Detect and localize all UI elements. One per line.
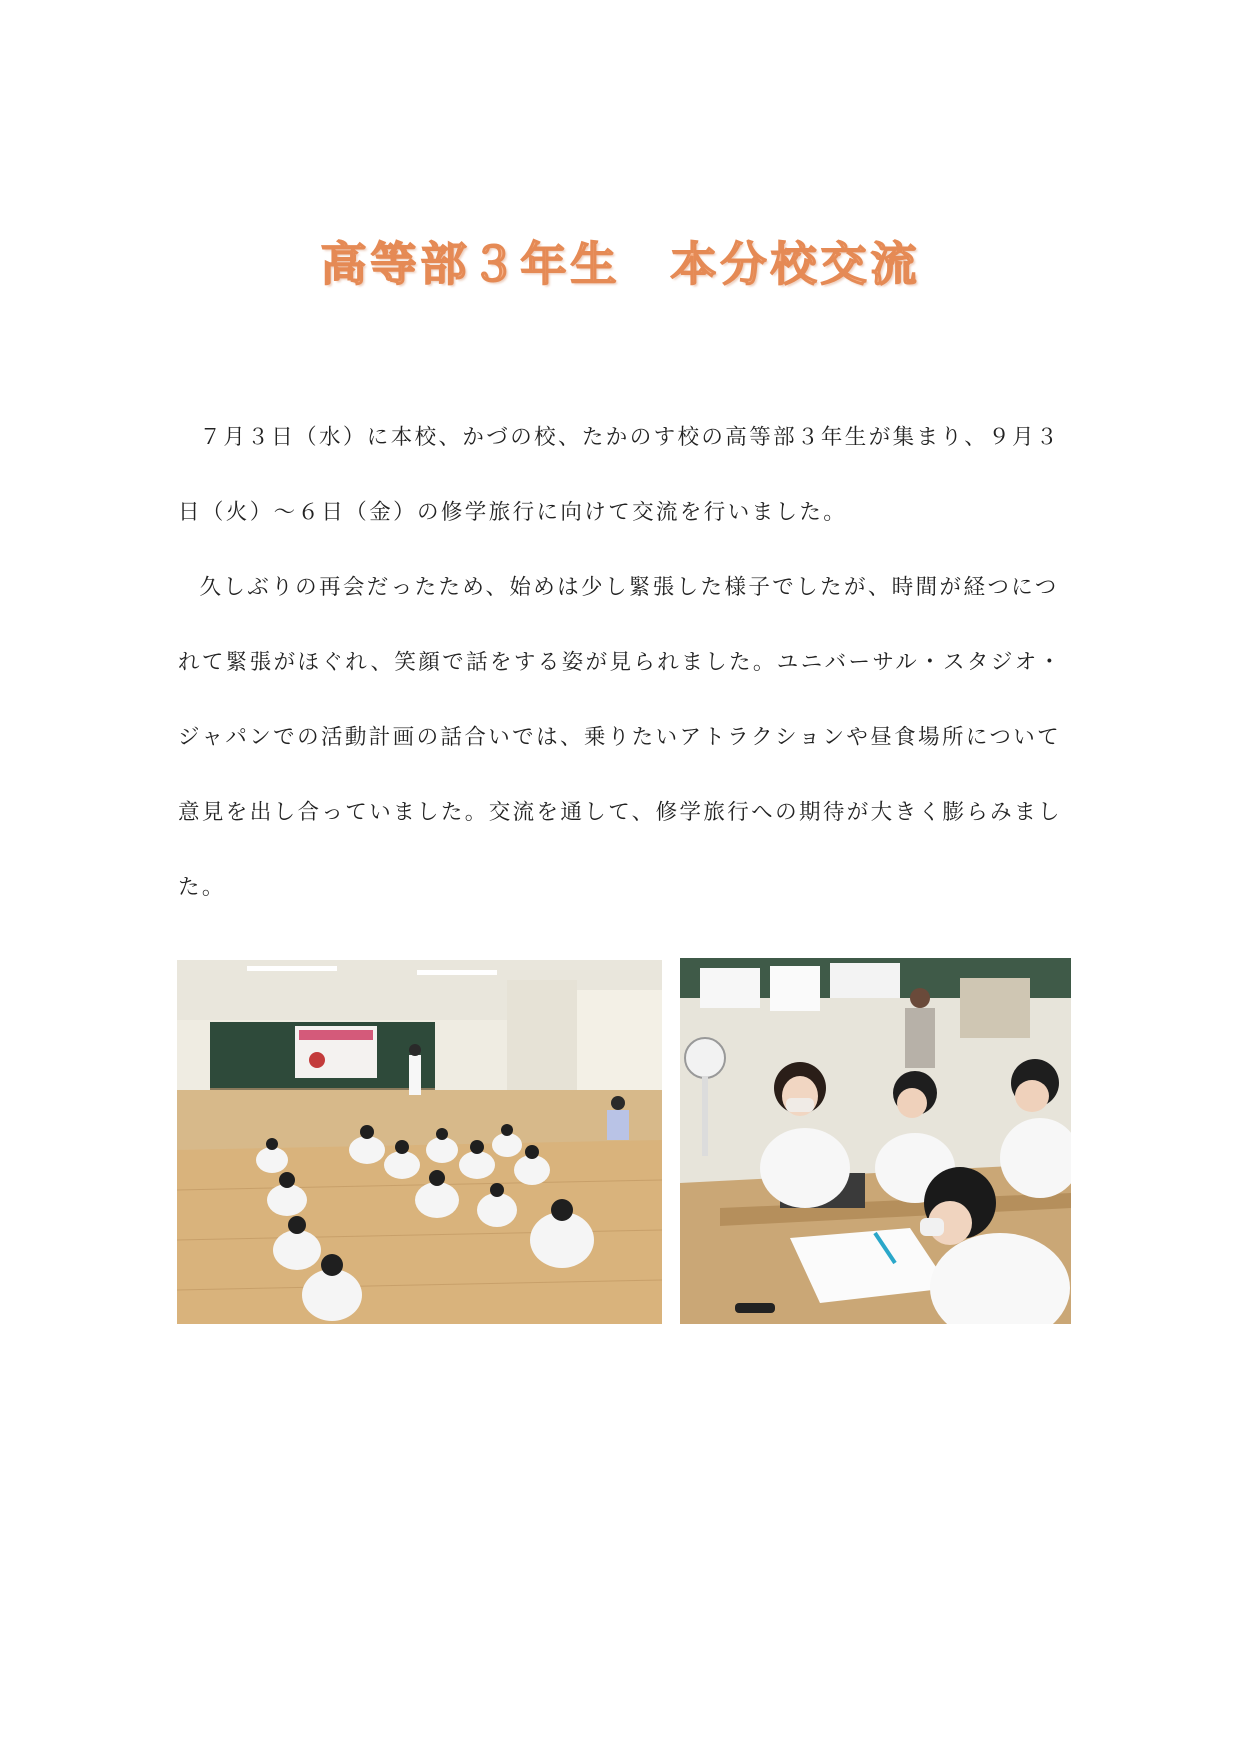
page-title: 高等部３年生 本分校交流 xyxy=(320,237,921,291)
article-body xyxy=(178,400,1068,925)
paragraph-1: ７月３日（水）に本校、かづの校、たかのす校の高等部３年生が集まり、９月３日（火）～６日（金）の修学旅行に向けて交流を行いました。 xyxy=(178,425,1060,525)
paragraph-2: 久しぶりの再会だったため、始めは少し緊張した様子でしたが、時間が経つにつれて緊張がほぐれ、笑顔で話をする姿が見られました。ユニバーサル・スタジオ・ジャパンでの活動計画の話合いでは、乗りたいアトラクションや昼食場所について意見を出し合っていました。交流を通して、修学旅行への期待が大きく膨らみました。 xyxy=(178,575,1063,900)
photo-discussion xyxy=(680,958,1071,1324)
photo-assembly xyxy=(177,960,662,1324)
